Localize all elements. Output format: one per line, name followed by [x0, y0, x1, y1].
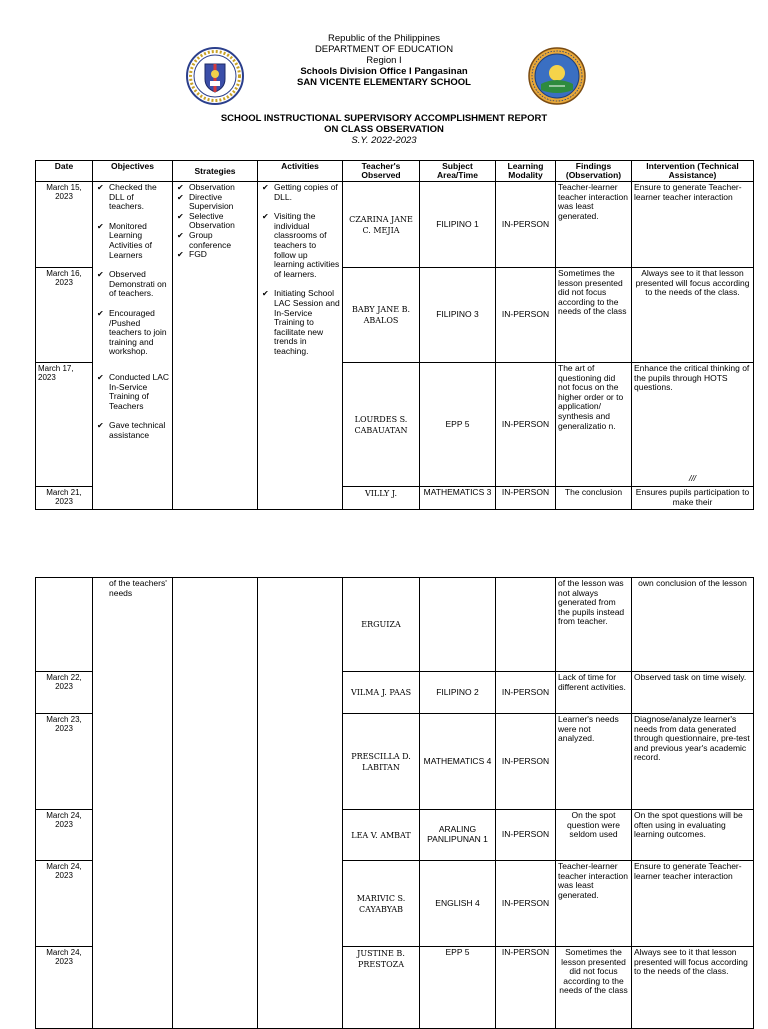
row-date [36, 578, 93, 672]
strategy-item: ✔ Group conference [175, 231, 255, 250]
letterhead [0, 33, 768, 88]
row-teacher: PRESCILLA D. LABITAN [343, 714, 420, 810]
report-title [0, 113, 768, 146]
col-activities: Activities [258, 161, 343, 182]
observation-table-page-2 [35, 577, 754, 1029]
header-line-division: Schools Division Office I Pangasinan [300, 66, 468, 77]
col-findings: Findings (Observation) [556, 161, 632, 182]
row-teacher: ERGUIZA [343, 578, 420, 672]
objectives-list [95, 183, 170, 440]
col-intervention: Intervention (Technical Assistance) [632, 161, 754, 182]
page-gap [0, 545, 768, 575]
row-findings: Sometimes the lesson presented did not focus according to the needs of the class [556, 268, 632, 363]
objectives-continued: of the teachers' needs [109, 578, 167, 598]
row-subject: MATHEMATICS 3 [420, 487, 496, 510]
col-strategies: Strategies [173, 161, 258, 182]
row-subject: ENGLISH 4 [420, 861, 496, 947]
activity-item: ✔ Visiting the individual classrooms of teachers to follow up learning activities of learners. [260, 212, 340, 279]
row-intervention: Always see to it that lesson presented will focus according to the needs of the class. [632, 268, 754, 363]
row-findings: Sometimes the lesson presented did not focus according to the needs of the class [556, 947, 632, 1029]
strategy-item: ✔ Directive Supervision [175, 193, 255, 212]
row-findings: Lack of time for different activities. [556, 672, 632, 714]
row-date: March 24, 2023 [36, 810, 93, 861]
header-line-republic: Republic of the Philippines [328, 33, 440, 44]
header-line-deped: DEPARTMENT OF EDUCATION [314, 44, 454, 55]
row-teacher: CZARINA JANE C. MEJIA [343, 182, 420, 268]
row-modality: IN-PERSON [496, 714, 556, 810]
sdo-pangasinan-seal-icon [527, 46, 587, 106]
row-date: March 22, 2023 [36, 672, 93, 714]
row-intervention: Always see to it that lesson presented will focus according to the needs of the class. [632, 947, 754, 1029]
deped-seal-icon [185, 46, 245, 106]
row-teacher: LOURDES S. CABAUATAN [343, 363, 420, 487]
strategy-item: ✔ FGD [175, 250, 255, 260]
objectives-cont-cell [93, 578, 173, 1029]
row-modality: IN-PERSON [496, 487, 556, 510]
objective-item: ✔ Conducted LAC In-Service Training of Teachers [95, 373, 170, 411]
row-subject: EPP 5 [420, 363, 496, 487]
row-date: March 16, 2023 [36, 268, 93, 363]
row-findings: The conclusion [556, 487, 632, 510]
row-findings: Learner's needs were not analyzed. [556, 714, 632, 810]
activities-list [260, 183, 340, 357]
row-subject: FILIPINO 3 [420, 268, 496, 363]
row-subject: FILIPINO 1 [420, 182, 496, 268]
row-teacher: MARIVIC S. CAYABYAB [343, 861, 420, 947]
row-intervention: Enhance the critical thinking of the pupils through HOTS questions. [634, 363, 750, 393]
objective-item: ✔ Checked the DLL of teachers. [95, 183, 170, 212]
row-modality: IN-PERSON [496, 363, 556, 487]
strategy-item: ✔ Observation [175, 183, 255, 193]
activity-item: ✔ Getting copies of DLL. [260, 183, 340, 202]
row-date: March 23, 2023 [36, 714, 93, 810]
activity-item: ✔ Initiating School LAC Session and In-Service Training to facilitate new trends in teaching. [260, 289, 340, 356]
col-subject: Subject Area/Time [420, 161, 496, 182]
row-modality: IN-PERSON [496, 268, 556, 363]
row-findings: The art of questioning did not focus on the higher order or to application/ synthesis and generalizatio n. [556, 363, 632, 487]
row-intervention: own conclusion of the lesson [632, 578, 754, 672]
strategies-cont-cell [173, 578, 258, 1029]
row-modality: IN-PERSON [496, 810, 556, 861]
strategies-cell [173, 182, 258, 510]
row-date: March 17, 2023 [36, 363, 93, 487]
row-teacher: VILLY J. [343, 487, 420, 510]
table-header-row [36, 161, 754, 182]
title-line-2: ON CLASS OBSERVATION [324, 124, 444, 135]
title-line-1: SCHOOL INSTRUCTIONAL SUPERVISORY ACCOMPLISHMENT REPORT [220, 113, 548, 124]
row-teacher: LEA V. AMBAT [343, 810, 420, 861]
objectives-cell [93, 182, 173, 510]
col-objectives: Objectives [93, 161, 173, 182]
row-subject: ARALING PANLIPUNAN 1 [420, 810, 496, 861]
row-intervention: On the spot questions will be often using in evaluating learning outcomes. [632, 810, 754, 861]
row-modality: IN-PERSON [496, 672, 556, 714]
col-modality: Learning Modality [496, 161, 556, 182]
row-modality: IN-PERSON [496, 947, 556, 1029]
row-teacher: VILMA J. PAAS [343, 672, 420, 714]
row-intervention-cell [632, 363, 754, 487]
row-intervention: Observed task on time wisely. [632, 672, 754, 714]
row-intervention: Diagnose/analyze learner's needs from data generated through questionnaire, pre-test and previous year's academic record. [632, 714, 754, 810]
school-year: S.Y. 2022-2023 [351, 135, 417, 146]
handwritten-mark: /// [688, 473, 697, 484]
row-modality: IN-PERSON [496, 182, 556, 268]
row-modality [496, 578, 556, 672]
row-date: March 24, 2023 [36, 861, 93, 947]
col-date: Date [36, 161, 93, 182]
row-intervention: Ensure to generate Teacher-learner teacher interaction [632, 861, 754, 947]
activities-cont-cell [258, 578, 343, 1029]
row-intervention: Ensure to generate Teacher-learner teacher interaction [632, 182, 754, 268]
col-teacher: Teacher's Observed [343, 161, 420, 182]
row-subject: MATHEMATICS 4 [420, 714, 496, 810]
header-line-school: SAN VICENTE ELEMENTARY SCHOOL [296, 77, 471, 88]
row-subject: EPP 5 [420, 947, 496, 1029]
row-date: March 21, 2023 [36, 487, 93, 510]
row-intervention: Ensures pupils participation to make their [632, 487, 754, 510]
row-findings: of the lesson was not always generated from the pupils instead from teacher. [556, 578, 632, 672]
objective-item: ✔ Observed Demonstrati on of teachers. [95, 270, 170, 299]
objective-item: ✔ Gave technical assistance [95, 421, 170, 440]
row-teacher: JUSTINE B. PRESTOZA [343, 947, 420, 1029]
header-line-region: Region I [366, 55, 402, 66]
observation-table-page-1 [35, 160, 754, 510]
activities-cell [258, 182, 343, 510]
table-row [36, 182, 754, 268]
row-teacher: BABY JANE B. ABALOS [343, 268, 420, 363]
row-subject [420, 578, 496, 672]
row-subject: FILIPINO 2 [420, 672, 496, 714]
objective-item: ✔ Encouraged /Pushed teachers to join training and workshop. [95, 309, 170, 357]
table-row [36, 578, 754, 672]
row-findings: On the spot question were seldom used [556, 810, 632, 861]
row-date: March 24, 2023 [36, 947, 93, 1029]
row-modality: IN-PERSON [496, 861, 556, 947]
strategy-item: ✔ Selective Observation [175, 212, 255, 231]
objective-item: ✔ Monitored Learning Activities of Learners [95, 222, 170, 260]
row-findings: Teacher-learner teacher interaction was least generated. [556, 861, 632, 947]
row-date: March 15, 2023 [36, 182, 93, 268]
strategies-list [175, 183, 255, 260]
row-findings: Teacher-learner teacher interaction was least generated. [556, 182, 632, 268]
